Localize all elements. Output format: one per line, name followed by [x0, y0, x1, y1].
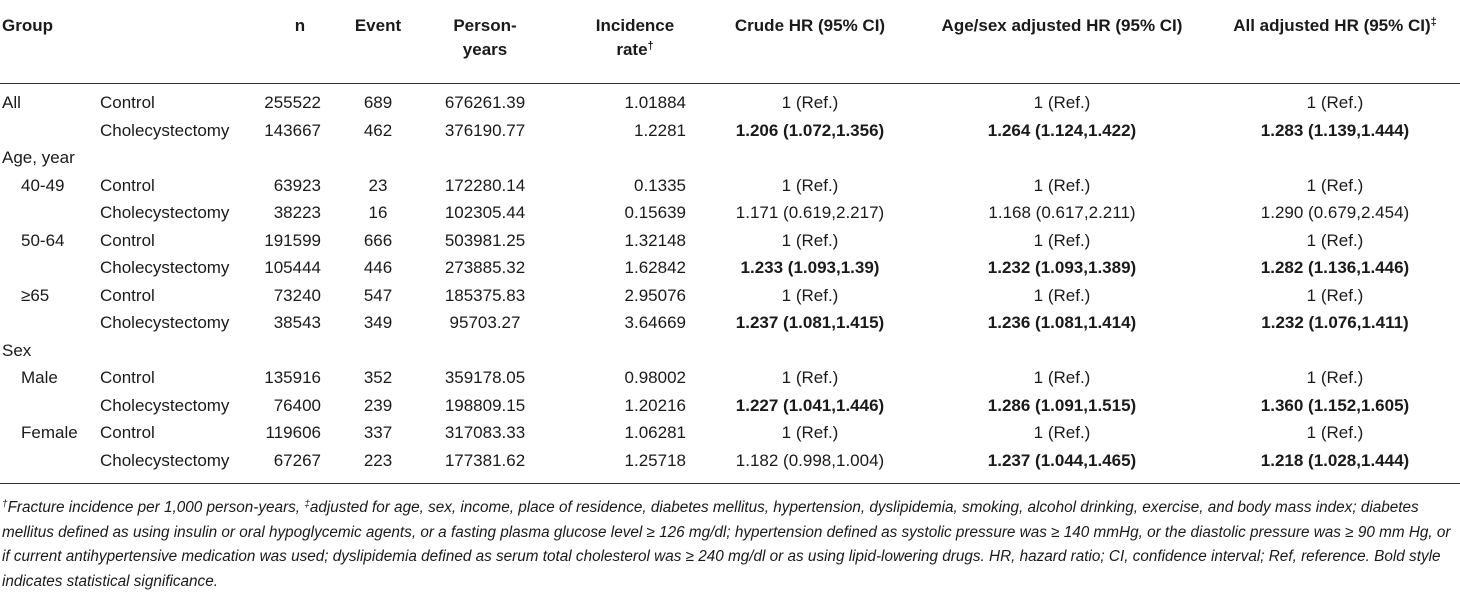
cell-group: Age, year: [2, 148, 75, 167]
cell-event: 337: [363, 423, 393, 442]
cell-py: 177381.62: [444, 450, 526, 470]
cell-py: 503981.25: [444, 230, 526, 250]
cell-group: Sex: [2, 340, 32, 360]
cell-py: 185375.83: [444, 285, 526, 305]
cell-alladj: 1 (Ref.): [1306, 93, 1364, 112]
cell-ir: 1.06281: [624, 423, 686, 442]
cell-sub: Control: [100, 175, 155, 195]
col-header-event: Event: [354, 16, 402, 35]
cell-event: 23: [368, 175, 388, 195]
cell-agesex: 1.236 (1.081,1.414): [987, 313, 1137, 332]
cell-n: 105444: [264, 258, 321, 277]
cell-sub: Control: [100, 285, 155, 305]
cell-event: 462: [363, 120, 393, 140]
cell-alladj: 1.232 (1.076,1.411): [1261, 313, 1409, 332]
col-header-agesex-hr: Age/sex adjusted HR (95% CI): [941, 16, 1183, 35]
footnote-sup-ddagger: ‡: [304, 499, 310, 510]
cell-n: 255522: [264, 93, 321, 112]
cell-sub: Cholecystectomy: [100, 120, 230, 140]
cell-agesex: 1 (Ref.): [1033, 93, 1091, 112]
cell-py: 676261.39: [444, 93, 526, 112]
cell-event: 666: [363, 230, 393, 250]
cell-agesex: 1 (Ref.): [1033, 175, 1091, 195]
cell-group: ≥65: [21, 285, 50, 305]
cell-group: 40-49: [21, 175, 65, 195]
cell-sub: Cholecystectomy: [100, 395, 230, 415]
cell-alladj: 1.218 (1.028,1.444): [1260, 450, 1410, 470]
cell-n: 38543: [273, 313, 321, 332]
cell-agesex: 1 (Ref.): [1033, 285, 1091, 305]
footnote-text2: adjusted for age, sex, income, place of residence, diabetes mellitus, hypertension, dyslipidemia, smoking, alcohol drinking, exercise, and body mass index; diabetes mellitus defined as using insulin or oral hypoglycemic agents, or a fasting plasma glucose level ≥ 126 mg/dl; hypertension defined as systolic pressure was ≥ 140 mmHg, or the diastolic pressure was ≥ 90 mm Hg, or if current antihypertensive medication was used; dyslipidemia defined as serum total cholesterol was ≥ 240 mg/dl or as using lipid-lowering drugs. HR, hazard ratio; CI, confidence interval; Ref, reference. Bold style indicates statistical significance.: [2, 499, 1451, 590]
col-header-crude-hr: Crude HR (95% CI): [734, 16, 886, 35]
footnote-sup-dagger: †: [2, 499, 8, 510]
cell-ir: 0.98002: [624, 368, 686, 387]
cell-agesex: 1 (Ref.): [1033, 368, 1091, 387]
cell-n: 135916: [264, 368, 321, 387]
cell-group: Female: [21, 423, 78, 442]
cell-alladj: 1 (Ref.): [1306, 175, 1364, 195]
cell-n: 63923: [273, 175, 321, 195]
cell-event: 547: [363, 285, 393, 305]
cell-ir: 1.25718: [624, 450, 686, 470]
all-hr-sup: ‡: [1430, 16, 1437, 28]
cell-crude: 1 (Ref.): [781, 423, 839, 442]
cell-crude: 1.227 (1.041,1.446): [735, 395, 885, 415]
cell-agesex: 1 (Ref.): [1033, 230, 1091, 250]
footnote-text1: Fracture incidence per 1,000 person-years,: [7, 499, 305, 516]
cell-event: 239: [363, 395, 393, 415]
cell-agesex: 1.168 (0.617,2.211): [988, 203, 1136, 222]
cell-ir: 1.20216: [624, 395, 686, 415]
cell-py: 102305.44: [444, 203, 526, 222]
cell-py: 95703.27: [449, 313, 521, 332]
cell-crude: 1 (Ref.): [781, 285, 839, 305]
incidence-label: rate: [616, 40, 648, 59]
col-header-person-years-line2: years: [462, 40, 508, 59]
cell-event: 349: [363, 313, 393, 332]
cell-ir: 1.2281: [634, 120, 686, 140]
cell-py: 273885.32: [444, 258, 526, 277]
cell-group: Male: [21, 368, 58, 387]
header-rule: [0, 83, 1460, 84]
cell-alladj: 1.283 (1.139,1.444): [1260, 120, 1410, 140]
cell-ir: 0.15639: [624, 203, 686, 222]
cell-n: 73240: [273, 285, 321, 305]
cell-alladj: 1.290 (0.679,2.454): [1260, 203, 1410, 222]
cell-alladj: 1 (Ref.): [1306, 423, 1364, 442]
cell-alladj: 1.282 (1.136,1.446): [1260, 258, 1410, 277]
cell-crude: 1.182 (0.998,1.004): [735, 450, 885, 470]
col-header-all-hr: [1212, 14, 1458, 38]
cell-group: 50-64: [21, 230, 65, 250]
cell-ir: 3.64669: [624, 313, 686, 332]
cell-py: 198809.15: [444, 395, 526, 415]
cell-crude: 1 (Ref.): [781, 93, 839, 112]
cell-sub: Control: [100, 230, 155, 250]
cell-ir: 0.1335: [634, 175, 686, 195]
cell-agesex: 1.264 (1.124,1.422): [987, 120, 1137, 140]
col-header-person-years: [425, 14, 545, 62]
cell-crude: 1 (Ref.): [781, 230, 839, 250]
cell-n: 119606: [265, 423, 321, 442]
cell-ir: 1.32148: [624, 230, 686, 250]
cell-agesex: 1.237 (1.044,1.465): [987, 450, 1137, 470]
cell-agesex: 1.232 (1.093,1.389): [987, 258, 1137, 277]
cell-ir: 2.95076: [624, 285, 686, 305]
cell-sub: Cholecystectomy: [100, 258, 230, 277]
cell-ir: 1.62842: [624, 258, 686, 277]
cell-event: 16: [368, 203, 388, 222]
cell-event: 446: [363, 258, 393, 277]
cell-py: 359178.05: [444, 368, 526, 387]
cell-agesex: 1 (Ref.): [1033, 423, 1091, 442]
cell-py: 376190.77: [444, 120, 526, 140]
bottom-rule: [0, 483, 1460, 484]
cell-event: 223: [363, 450, 393, 470]
cell-crude: 1.171 (0.619,2.217): [735, 203, 885, 222]
cell-crude: 1.206 (1.072,1.356): [735, 120, 885, 140]
all-hr-label: All adjusted HR (95% CI): [1233, 16, 1431, 35]
col-header-incidence: [575, 14, 695, 62]
cell-sub: Cholecystectomy: [100, 450, 230, 470]
cell-agesex: 1.286 (1.091,1.515): [987, 395, 1137, 415]
cell-crude: 1.237 (1.081,1.415): [735, 313, 885, 332]
cell-py: 172280.14: [444, 175, 526, 195]
cell-crude: 1 (Ref.): [781, 175, 839, 195]
cell-alladj: 1 (Ref.): [1306, 230, 1364, 250]
cell-sub: Cholecystectomy: [100, 313, 230, 332]
col-header-n: n: [294, 16, 306, 35]
cell-alladj: 1 (Ref.): [1306, 285, 1364, 305]
cell-sub: Cholecystectomy: [100, 203, 230, 222]
cell-group: All: [2, 93, 21, 112]
incidence-sup: †: [647, 40, 654, 52]
col-header-incidence-line1: Incidence: [595, 16, 675, 35]
cell-event: 689: [363, 93, 393, 112]
cell-n: 143667: [264, 120, 321, 140]
cell-n: 67267: [273, 450, 321, 470]
cell-crude: 1 (Ref.): [781, 368, 839, 387]
cell-alladj: 1.360 (1.152,1.605): [1260, 395, 1410, 415]
cell-sub: Control: [100, 93, 155, 112]
col-header-incidence-line2: [575, 38, 695, 62]
cell-event: 352: [363, 368, 393, 387]
cell-py: 317083.33: [444, 423, 526, 442]
col-header-group: Group: [2, 16, 53, 35]
cell-sub: Control: [100, 368, 155, 387]
footnote: [2, 496, 1458, 594]
cell-ir: 1.01884: [624, 93, 686, 112]
cell-crude: 1.233 (1.093,1.39): [740, 258, 880, 277]
cell-n: 38223: [273, 203, 321, 222]
col-header-person-years-line1: Person-: [453, 16, 517, 35]
cell-n: 191599: [264, 230, 321, 250]
cell-sub: Control: [100, 423, 155, 442]
cell-alladj: 1 (Ref.): [1306, 368, 1364, 387]
cell-n: 76400: [273, 395, 321, 415]
